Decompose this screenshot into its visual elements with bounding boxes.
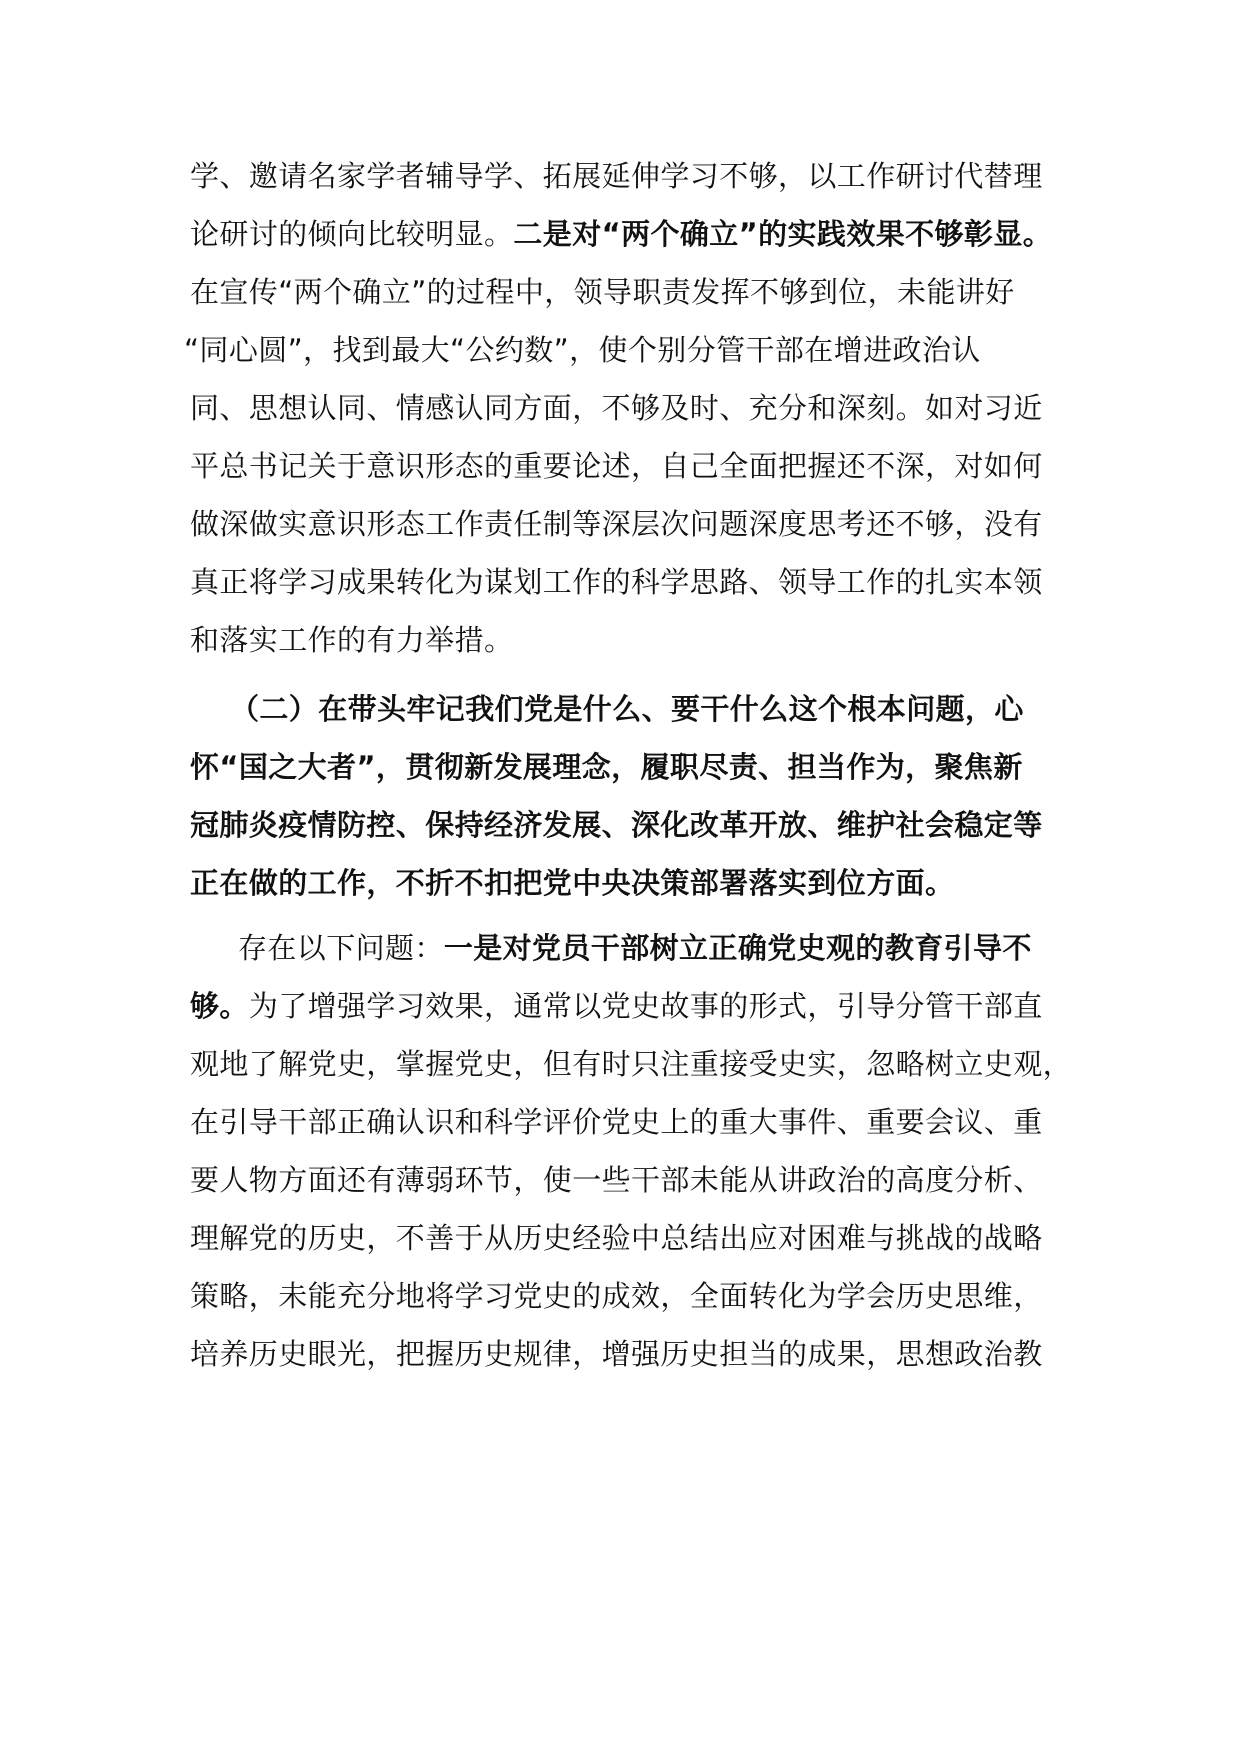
para1-line-1: 学、邀请名家学者辅导学、拓展延伸学习不够，以工作研讨代替理 [190, 159, 1043, 193]
section-heading-line-3: 冠肺炎疫情防控、保持经济发展、深化改革开放、维护社会稳定等 [190, 808, 1043, 842]
para2-lead-text: 存在以下问题： [238, 931, 444, 965]
section-heading-line-1: （二）在带头牢记我们党是什么、要干什么这个根本问题，心 [230, 692, 1024, 726]
para2-line-6: 理解党的历史，不善于从历史经验中总结出应对困难与挑战的战略 [190, 1221, 1043, 1255]
para2-line-3: 观地了解党史，掌握党史，但有时只注重接受史实，忽略树立史观， [190, 1047, 1073, 1081]
section-heading-line-2: 怀“国之大者”，贯彻新发展理念，履职尽责、担当作为，聚焦新 [190, 750, 1023, 784]
para2-line-7: 策略，未能充分地将学习党史的成效，全面转化为学会历史思维， [190, 1279, 1043, 1313]
para1-line-8: 真正将学习成果转化为谋划工作的科学思路、领导工作的扎实本领 [190, 565, 1043, 599]
para1-line-6: 平总书记关于意识形态的重要论述，自己全面把握还不深，对如何 [190, 449, 1043, 483]
para1-line-5: 同、思想认同、情感认同方面，不够及时、充分和深刻。如对习近 [190, 391, 1043, 425]
para1-line-9: 和落实工作的有力举措。 [190, 623, 514, 657]
para2-line-2-text: 为了增强学习效果，通常以党史故事的形式，引导分管干部直 [248, 989, 1043, 1023]
para1-line-7: 做深做实意识形态工作责任制等深层次问题深度思考还不够，没有 [190, 507, 1043, 541]
para2-line-5: 要人物方面还有薄弱环节，使一些干部未能从讲政治的高度分析、 [190, 1163, 1043, 1197]
section-heading-line-4: 正在做的工作，不折不扣把党中央决策部署落实到位方面。 [190, 866, 955, 900]
para2-bold-point-one: 一是对党员干部树立正确党史观的教育引导不 [443, 931, 1032, 965]
para1-line-2 [190, 214, 1052, 254]
para2-bold-point-one-end: 够。 [190, 989, 249, 1023]
para2-line-2 [190, 986, 1043, 1026]
para2-line-8: 培养历史眼光，把握历史规律，增强历史担当的成果，思想政治教 [190, 1337, 1043, 1371]
para1-bold-point-two: 二是对“两个确立”的实践效果不够彰显。 [513, 217, 1053, 251]
para2-line-1 [238, 928, 1032, 968]
para1-line-3: 在宣传“两个确立”的过程中，领导职责发挥不够到位，未能讲好 [190, 275, 1015, 309]
para1-line-2-text: 论研讨的倾向比较明显。 [190, 217, 514, 251]
para1-line-4: “同心圆”，找到最大“公约数”，使个别分管干部在增进政治认 [184, 333, 981, 367]
para2-line-4: 在引导干部正确认识和科学评价党史上的重大事件、重要会议、重 [190, 1105, 1043, 1139]
